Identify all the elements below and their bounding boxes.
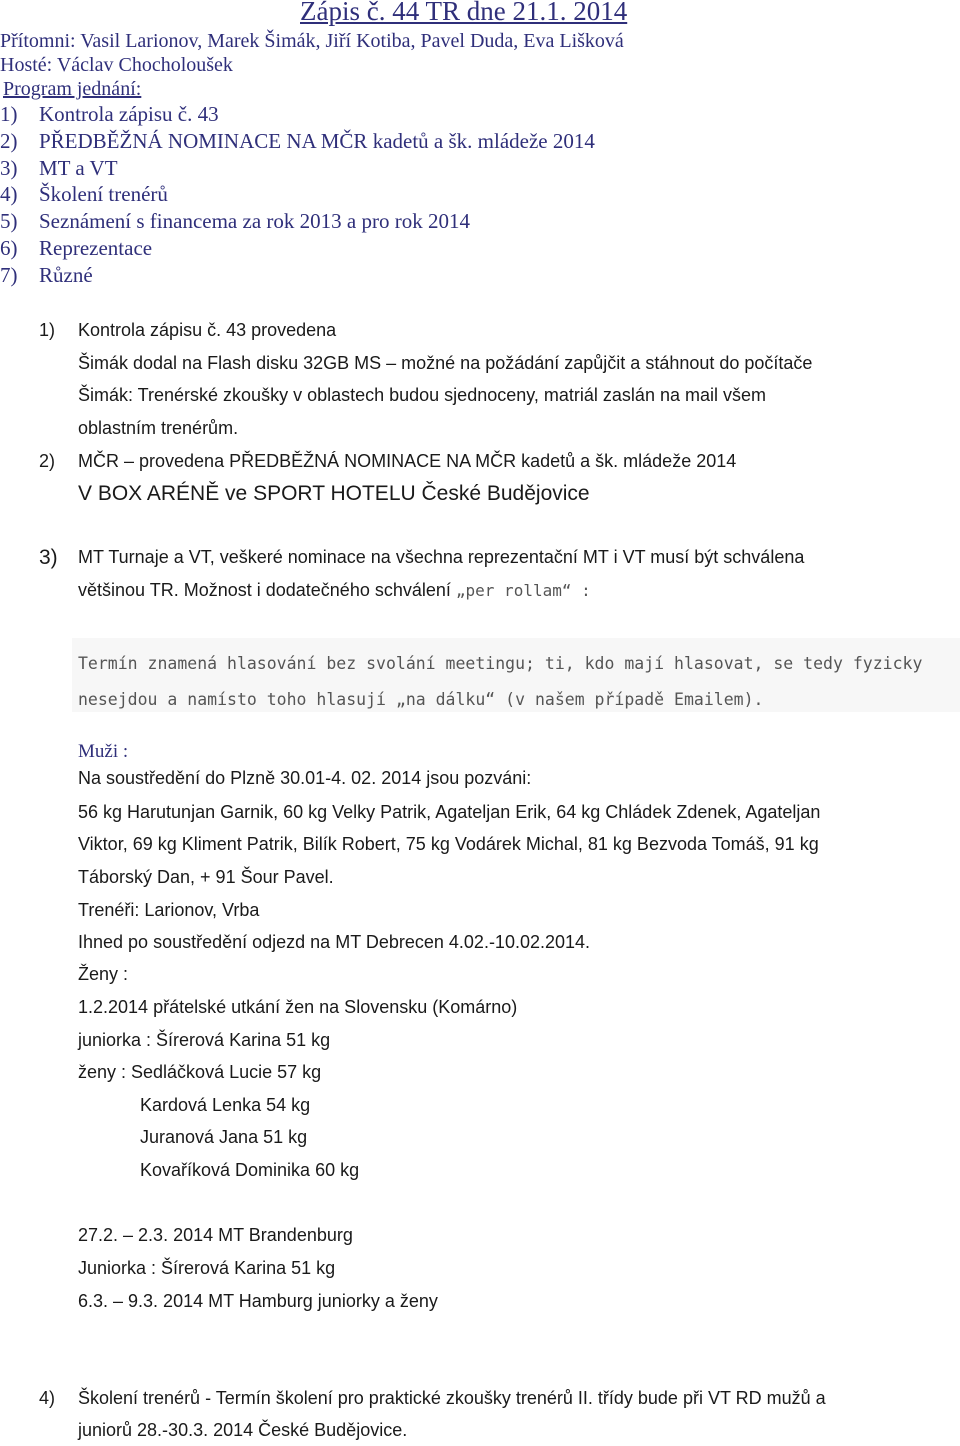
- agenda-number: 4): [0, 182, 18, 206]
- women-match: 1.2.2014 přátelské utkání žen na Slovensku (Komárno): [78, 997, 518, 1017]
- section-2-heading: MČR – provedena PŘEDBĚŽNÁ NOMINACE NA MČR kadetů a šk. mládeže 2014: [78, 451, 737, 471]
- agenda-text: PŘEDBĚŽNÁ NOMINACE NA MČR kadetů a šk. mládeže 2014: [39, 129, 595, 153]
- section-3-line: MT Turnaje a VT, veškeré nominace na všechna reprezentační MT i VT musí být schválena: [78, 547, 805, 567]
- program-heading: Program jednání:: [3, 78, 142, 100]
- agenda-text: Seznámení s financema za rok 2013 a pro rok 2014: [39, 209, 470, 233]
- agenda-number: 5): [0, 209, 18, 233]
- women-line: ženy : Sedláčková Lucie 57 kg: [78, 1062, 322, 1082]
- agenda-item-3: [0, 156, 118, 181]
- agenda-item-4: [0, 182, 168, 207]
- attendees-line: Přítomni: Vasil Larionov, Marek Šimák, Jiří Kotiba, Pavel Duda, Eva Lišková: [0, 30, 624, 52]
- hamburg-line: 6.3. – 9.3. 2014 MT Hamburg juniorky a ženy: [78, 1291, 438, 1311]
- section-1-line: oblastním trenérům.: [78, 418, 239, 438]
- agenda-text: Školení trenérů: [39, 182, 168, 206]
- section-3-number: 3): [39, 546, 58, 569]
- coaches-line: Trenéři: Larionov, Vrba: [78, 900, 260, 920]
- men-list-line: Táborský Dan, + 91 Šour Pavel.: [78, 867, 334, 887]
- section-1-line: Šimák: Trenérské zkoušky v oblastech budou sjednoceny, matriál zaslán na mail všem: [78, 385, 766, 405]
- agenda-text: Reprezentace: [39, 236, 153, 260]
- agenda-item-7: [0, 263, 93, 288]
- section-3-line-2: [78, 580, 591, 601]
- quote-line: nesejdou a namísto toho hlasují „na dálku“ (v našem případě Emailem).: [78, 690, 764, 709]
- section-4-number: 4): [39, 1388, 56, 1408]
- agenda-text: Kontrola zápisu č. 43: [39, 102, 219, 126]
- guests-line: Hosté: Václav Chocholoušek: [0, 54, 233, 76]
- agenda-number: 7): [0, 263, 18, 287]
- agenda-number: 6): [0, 236, 18, 260]
- section-3-text: většinou TR. Možnost i dodatečného schválení: [78, 580, 456, 600]
- junior-line: juniorka : Šírerová Karina 51 kg: [78, 1030, 331, 1050]
- agenda-item-5: [0, 209, 470, 234]
- agenda-item-6: [0, 236, 153, 261]
- section-1-line: Šimák dodal na Flash disku 32GB MS – možné na požádání zapůjčit a stáhnout do počítače: [78, 353, 813, 373]
- men-camp: Na soustředění do Plzně 30.01-4. 02. 2014 jsou pozváni:: [78, 768, 532, 788]
- brandenburg-junior-line: Juniorka : Šírerová Karina 51 kg: [78, 1258, 336, 1278]
- women-entry: Juranová Jana 51 kg: [140, 1127, 308, 1147]
- section-1-heading: Kontrola zápisu č. 43 provedena: [78, 320, 337, 340]
- quote-line: Termín znamená hlasování bez svolání meetingu; ti, kdo mají hlasovat, se tedy fyzicky: [78, 654, 923, 673]
- women-heading: Ženy :: [78, 964, 129, 984]
- agenda-number: 3): [0, 156, 18, 180]
- men-heading: Muži :: [78, 741, 129, 762]
- after-camp-line: Ihned po soustředění odjezd na MT Debrecen 4.02.-10.02.2014.: [78, 932, 591, 952]
- section-2-venue: V BOX ARÉNĚ ve SPORT HOTELU České Budějovice: [78, 482, 590, 505]
- section-2-number: 2): [39, 451, 56, 471]
- per-rollam-term: „per rollam“ :: [455, 581, 591, 600]
- agenda-number: 2): [0, 129, 18, 153]
- agenda-text: Různé: [39, 263, 93, 287]
- brandenburg-line: 27.2. – 2.3. 2014 MT Brandenburg: [78, 1225, 353, 1245]
- agenda-item-2: [0, 129, 595, 154]
- women-entry: Kardová Lenka 54 kg: [140, 1095, 311, 1115]
- section-4-line: juniorů 28.-30.3. 2014 České Budějovice.: [78, 1420, 408, 1440]
- section-4-line: Školení trenérů - Termín školení pro praktické zkoušky trenérů II. třídy bude při VT RD mužů a: [78, 1388, 826, 1408]
- agenda-item-1: [0, 102, 219, 127]
- agenda-text: MT a VT: [39, 156, 118, 180]
- agenda-number: 1): [0, 102, 18, 126]
- section-1-number: 1): [39, 320, 56, 340]
- men-list-line: Viktor, 69 kg Kliment Patrik, Bilík Robert, 75 kg Vodárek Michal, 81 kg Bezvoda Tomáš, 91 kg: [78, 834, 819, 854]
- page-title: Zápis č. 44 TR dne 21.1. 2014: [300, 0, 628, 26]
- men-list-line: 56 kg Harutunjan Garnik, 60 kg Velky Patrik, Agateljan Erik, 64 kg Chládek Zdenek, Agateljan: [78, 802, 821, 822]
- women-entry: Kovaříková Dominika 60 kg: [140, 1160, 360, 1180]
